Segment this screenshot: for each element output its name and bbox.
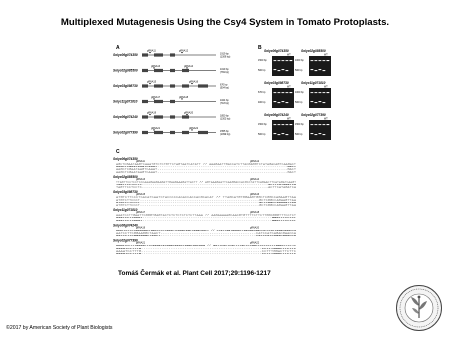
- gel-band: [282, 60, 285, 61]
- band-size-label: 500 bp: [295, 101, 303, 104]
- gene-name: Solyc03g098730: [113, 84, 138, 88]
- sequence-line: ATGTCTTCCCTCACATCAATCTACCCCCACACCACCACGCACAT // TTAGCATGTGGAAGTGGCTCGGCCAGAAGTTAA: [116, 195, 298, 199]
- alignment-grna-label: gRNA20: [250, 226, 260, 230]
- deletion-size: (769 bp): [220, 71, 229, 74]
- deletion-size: (1099 bp): [220, 133, 231, 136]
- gel-band: [315, 70, 318, 71]
- gel-band: [286, 102, 289, 103]
- amplicon-size: 670 bp: [220, 83, 228, 87]
- exon-box: [182, 131, 189, 134]
- sequence-line: AATCCTTCGGAAGGCTAACT-------------------------------------------CATCCATCAGACGAACCA: [116, 234, 298, 238]
- exon-box: [198, 131, 208, 134]
- deletion-size: (504 bp): [220, 86, 229, 90]
- gel-gene-name: Solyc06g074240: [264, 113, 289, 117]
- band-size-label: 500 bp: [295, 133, 303, 136]
- gel-band: [286, 60, 289, 61]
- exon-box: [170, 131, 175, 134]
- deletion-size: (718 bp): [220, 102, 229, 105]
- sequence-line: AAATCCTTGAAT-----------------------------------------------------------GGGTTTCCTCT: [116, 218, 298, 222]
- grna-label: gRNA13: [151, 64, 161, 68]
- gel-band: [286, 70, 289, 71]
- deletion-size: (1302 bp): [220, 117, 231, 121]
- society-seal-icon: [395, 284, 443, 332]
- exon-box: [170, 53, 175, 56]
- exon-box: [142, 53, 148, 56]
- sequence-line: AAAATCCTTTG-----------------------------------------------------CCTTTGGACTTCTTC: [116, 249, 298, 253]
- alignment-grna-label: gRNA12: [250, 160, 260, 163]
- gel-band: [323, 92, 326, 93]
- gel-band: [311, 133, 314, 134]
- gel-band: [319, 101, 322, 102]
- alignment-grna-label: gRNA21: [136, 241, 146, 245]
- gel-band: [278, 92, 281, 93]
- gel-band: [278, 70, 281, 71]
- alignment-grna-label: gRNA13: [136, 177, 146, 181]
- panel-b-label: B: [258, 45, 262, 51]
- alignment-gene-name: Solyc06g074350: [113, 157, 138, 161]
- exon-box: [182, 115, 189, 118]
- sequence-line: ATGTCTTCCCT-------------------------------------------------------GCTCGGCCAGAAGTTAA: [116, 200, 298, 204]
- gel-band: [278, 60, 281, 61]
- exon-box: [170, 100, 175, 103]
- gel-band: [286, 124, 289, 125]
- gel-image: [272, 117, 294, 140]
- gel-band: [311, 69, 314, 70]
- copyright-notice: ©2017 by American Society of Plant Biologists: [6, 325, 113, 331]
- gel-band: [274, 133, 277, 134]
- exon-box: [142, 69, 148, 72]
- sequence-line: AAAATCCTTTG-----------------------------------------------------CCTTTGGACTTCTTC: [116, 252, 298, 255]
- panel-c-label: C: [116, 149, 120, 155]
- gel-band: [274, 60, 277, 61]
- gel-band: [315, 134, 318, 135]
- sequence-line: AAGCTCGAATAAGTCAAAT------------------------------------------------------------GACT: [116, 170, 298, 174]
- gel-image: [309, 53, 331, 76]
- gel-band: [315, 60, 318, 61]
- gel-band: [290, 124, 293, 125]
- gel-band: [327, 60, 330, 61]
- gel-gene-name: Solyc06g074350: [264, 49, 289, 53]
- band-size-label: 500 bp: [258, 69, 266, 72]
- gel-band: [286, 134, 289, 135]
- alignment-grna-label: gRNA15: [136, 193, 146, 197]
- sequence-line: ATGTCTTCCCT-------------------------------------------------------GCTCGGCCAGAAGTTAA: [116, 203, 298, 207]
- alignment-grna-label: gRNA19: [136, 226, 146, 230]
- gel-gene-name: Solyc11g071810: [301, 81, 326, 85]
- gel-image: [272, 53, 294, 76]
- citation: Tomáš Čermák et al. Plant Cell 2017;29:1196-1217: [118, 270, 271, 277]
- sequence-line: AAATCCTTCTGAAAGGCTGGCCCTCTAAACTCAAGTAGCTAAGCAACT // CTATTAGTGAAATTAACGGTGGCCATCCATCAGACGAACCA: [116, 228, 298, 232]
- grna-label: gRNA16: [189, 80, 199, 84]
- gel-band: [274, 69, 277, 70]
- gel-band: [282, 133, 285, 134]
- gel-band: [274, 101, 277, 102]
- band-size-label: 500 bp: [258, 133, 266, 136]
- wt-lane-label: WT: [324, 117, 328, 121]
- gel-band: [311, 124, 314, 125]
- alignment-grna-label: gRNA16: [250, 193, 260, 197]
- gel-band: [319, 60, 322, 61]
- sequence-line: AAGCTCGAATAAGTCAAAT------------------------------------------------------------GACT: [116, 167, 298, 171]
- wt-lane-label: WT: [287, 117, 291, 121]
- sequence-line: TAGTTCCTCCTC-----------------------------------------------------------ACTTCATAGATCA: [116, 183, 298, 186]
- sequence-line: ATGTCTTCCCT-------------------------------------------------------GCTCGGCCAGAAGTTAA: [116, 198, 298, 202]
- gel-band: [274, 124, 277, 125]
- amplicon-size: 1850 bp: [220, 114, 229, 118]
- exon-box: [170, 69, 175, 72]
- gel-band: [278, 124, 281, 125]
- gel-band: [311, 60, 314, 61]
- exon-box: [142, 84, 148, 87]
- wt-lane-label: WT: [324, 53, 328, 57]
- grna-label: gRNA11: [147, 49, 156, 53]
- alignment-grna-label: gRNA22: [250, 241, 260, 245]
- figure-title: Multiplexed Mutagenesis Using the Csy4 System in Tomato Protoplasts.: [60, 17, 390, 28]
- wt-lane-label: WT: [324, 85, 328, 89]
- sequence-line: AAATCCTTGAATTCGGGTGAGTACTCTCTCTCTCTCTTAAA // AAGAAAAAGCAACGTGTTTTCTTCTTGGCGGGTTTCCTCT: [116, 213, 298, 217]
- wt-lane-label: WT: [287, 85, 291, 89]
- wt-lane-label: WT: [287, 53, 291, 57]
- gel-image: [309, 85, 331, 108]
- exon-box: [154, 100, 163, 103]
- alignment-gene-name: Solyc06g074240: [113, 223, 138, 228]
- gel-band: [315, 124, 318, 125]
- sequence-line: TTAGTTCCTCCTCCCAAAGAAGAAGATTGAAGAAAGATTACTT // AGTAAAGAATTCAAGGACCACGCCTATTCAGAACTTCATAGATCAAGT: [116, 180, 298, 184]
- gel-band: [323, 70, 326, 71]
- grna-label: gRNA22: [189, 126, 199, 130]
- band-size-label: 400 bp: [258, 101, 266, 104]
- gel-band: [282, 92, 285, 93]
- sequence-line: AAAATCCTTTG-----------------------------------------------------CCTTTGGACTTCTTC: [116, 246, 298, 250]
- gel-band: [286, 92, 289, 93]
- band-size-label: 500 bp: [295, 69, 303, 72]
- alignment-grna-label: gRNA14: [250, 177, 260, 181]
- gel-gene-name: Solyc02g077390: [301, 113, 326, 117]
- gel-band: [315, 92, 318, 93]
- exon-box: [154, 84, 163, 87]
- band-size-label: 1500 bp: [258, 59, 267, 62]
- gel-band: [319, 92, 322, 93]
- gene-name: Solyc02g085500: [113, 68, 138, 73]
- gel-band: [315, 102, 318, 103]
- exon-box: [154, 115, 163, 118]
- gel-gene-name: Solyc02g085500: [301, 49, 326, 53]
- sequence-line: TAGTTCCTCCTC-----------------------------------------------------------ACTTCATAGATCA: [116, 185, 298, 189]
- alignment-grna-label: gRNA17: [136, 211, 146, 215]
- exon-box: [182, 69, 189, 72]
- sequence-line: AAGCTCGAATAAGTCAAAT------------------------------------------------------------GACT: [116, 165, 298, 169]
- grna-label: gRNA19: [147, 111, 157, 115]
- gel-band: [290, 60, 293, 61]
- gel-band: [282, 124, 285, 125]
- gene-name: Solyc06g074240: [113, 115, 138, 119]
- gel-band: [282, 101, 285, 102]
- exon-box: [154, 131, 163, 134]
- gel-band: [327, 92, 330, 93]
- gel-band: [319, 69, 322, 70]
- gel-band: [282, 69, 285, 70]
- exon-box: [154, 53, 163, 56]
- grna-label: gRNA21: [151, 126, 161, 130]
- grna-label: gRNA17: [151, 95, 161, 99]
- band-size-label: 1500 bp: [258, 123, 267, 126]
- grna-label: gRNA18: [179, 95, 189, 99]
- sequence-line: AGCTCGAATAAGTCAAATGTCTCTGTTCTAGTAATCATATT // AAAGAATTGACCATCTTACGAGGTCTATAGACAGTCAAGACT: [116, 162, 298, 166]
- gene-name: Solyc11g071810: [113, 99, 138, 104]
- amplicon-size: 1555 bp: [220, 130, 229, 133]
- sequence-line: AAATCCTTGAAT-----------------------------------------------------------GGGTTTCCTCT: [116, 216, 298, 220]
- alignment-grna-label: gRNA18: [250, 211, 260, 215]
- exon-box: [154, 69, 163, 72]
- alignment-gene-name: Solyc02g077390: [113, 238, 138, 243]
- amplicon-size: 1019 bp: [220, 68, 229, 71]
- gel-gene-name: Solyc03g098730: [264, 81, 289, 85]
- deletion-size: (1309 bp): [220, 55, 231, 59]
- gel-band: [278, 102, 281, 103]
- amplicon-size: 1919 bp: [220, 52, 229, 56]
- gel-band: [311, 101, 314, 102]
- gel-band: [319, 124, 322, 125]
- exon-box: [170, 115, 175, 118]
- panel-a-label: A: [116, 45, 120, 51]
- sequence-line: AAAATCCTTTGAAACTTCAAGATATGGACAAACTAGGTAACAAG // GATTCACTCACTTTACTCTGGCTCCTCCTTTGGACTTCTTC: [116, 244, 298, 248]
- gel-band: [311, 92, 314, 93]
- alignment-gene-name: Solyc02g085500: [113, 174, 138, 179]
- gel-image: [272, 85, 294, 108]
- gel-band: [319, 133, 322, 134]
- exon-box: [142, 115, 148, 118]
- band-size-label: 1000 bp: [295, 59, 304, 62]
- exon-box: [170, 84, 175, 87]
- band-size-label: 1000 bp: [295, 91, 304, 94]
- grna-label: gRNA15: [147, 80, 157, 84]
- gel-band: [327, 124, 330, 125]
- grna-label: gRNA20: [184, 111, 194, 115]
- figure-panels: [112, 43, 338, 268]
- gene-name: Solyc06g074350: [113, 53, 138, 57]
- alignment-grna-label: gRNA11: [136, 160, 145, 163]
- amplicon-size: 1024 bp: [220, 99, 229, 102]
- gel-band: [278, 134, 281, 135]
- exon-box: [142, 100, 148, 103]
- band-size-label: 1500 bp: [295, 123, 304, 126]
- gel-band: [323, 102, 326, 103]
- gel-image: [309, 117, 331, 140]
- grna-label: gRNA12: [179, 49, 189, 53]
- grna-label: gRNA14: [184, 64, 194, 68]
- band-size-label: 670 bp: [258, 91, 266, 94]
- gel-band: [290, 92, 293, 93]
- gene-name: Solyc02g077390: [113, 130, 138, 135]
- alignment-gene-name: Solyc11g071810: [113, 208, 138, 213]
- alignment-gene-name: Solyc03g098730: [113, 190, 138, 195]
- gel-band: [323, 124, 326, 125]
- sequence-line: AATCCTTCGGAAGGCTAACT-------------------------------------------CATCCATCAGACGAACCA: [116, 231, 298, 235]
- exon-box: [142, 131, 148, 134]
- exon-box: [198, 84, 208, 87]
- gel-band: [274, 92, 277, 93]
- gel-band: [323, 60, 326, 61]
- gel-band: [323, 134, 326, 135]
- exon-box: [182, 84, 189, 87]
